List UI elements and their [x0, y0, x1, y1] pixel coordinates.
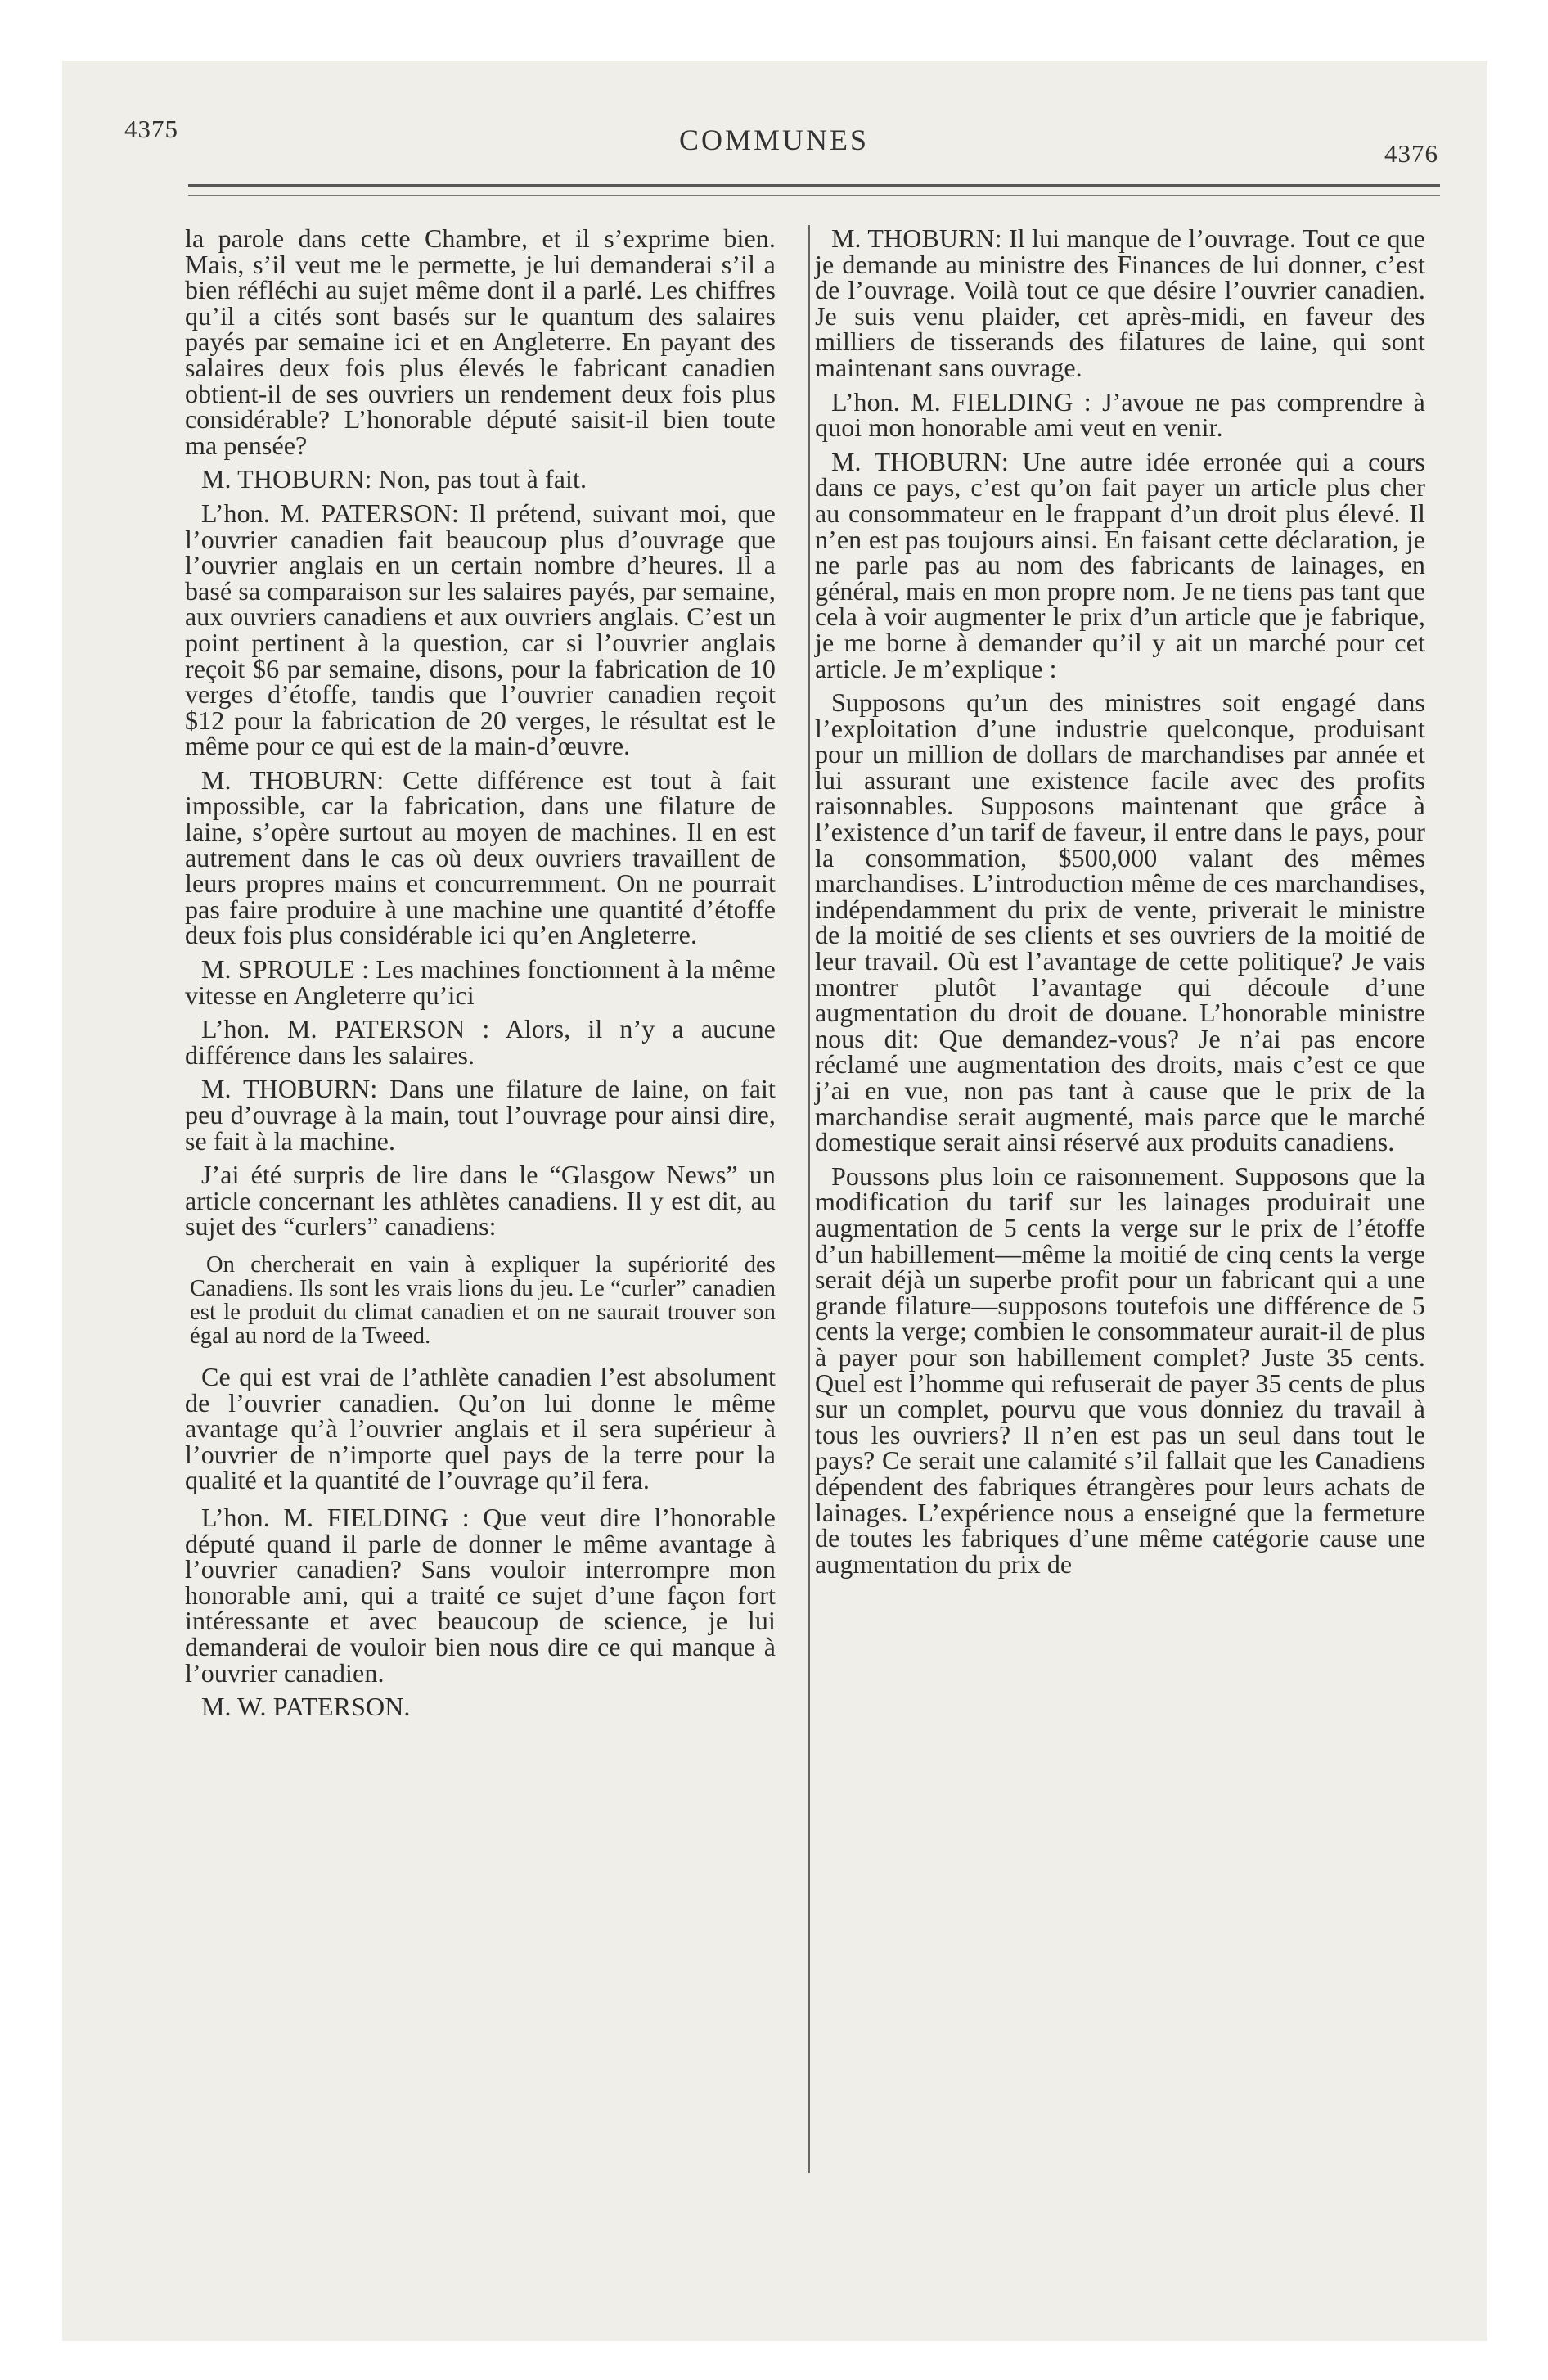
- paragraph: la parole dans cette Chambre, et il s’exprime bien. Mais, s’il veut me le permette, je lui demanderai s’il a bien réfléchi au sujet même dont il a parlé. Les chiffres qu’il a cités sont basés sur le quantum des salaires payés par semaine ici et en Angleterre. En payant des salaires deux fois plus élevés le fabricant canadien obtient-il de ses ouvriers un rendement deux fois plus considérable? L’honorable député saisit-il bien toute ma pensée?: [185, 223, 776, 460]
- page-title: COMMUNES: [678, 124, 870, 156]
- block-quote: On chercherait en vain à expliquer la supériorité des Canadiens. Ils sont les vrais lions du jeu. Le “curler” canadien est le produit du climat canadien et on ne saurait trouver son égal au nord de la Tweed.: [190, 1251, 776, 1349]
- paragraph: Ce qui est vrai de l’athlète canadien l’est absolument de l’ouvrier canadien. Qu’on lui donne le même avantage qu’à l’ouvrier anglais et il sera supérieur à l’ouvrier de n’importe quel pays de la terre pour la qualité et la quantité de l’ouvrage qu’il fera.: [185, 1361, 776, 1495]
- left-column: [185, 223, 776, 1729]
- paragraph: J’ai été surpris de lire dans le “Glasgow News” un article concernant les athlètes canadiens. Il y est dit, au sujet des “curlers” canadiens:: [185, 1160, 776, 1242]
- paragraph: L’hon. M. PATERSON : Alors, il n’y a aucune différence dans les salaires.: [185, 1014, 776, 1070]
- paragraph: Poussons plus loin ce raisonnement. Supposons que la modification du tarif sur les lainages produirait une augmentation de 5 cents la verge sur le prix de l’étoffe d’un habillement—même la moitié de cinq cents la verge serait déjà un superbe profit pour un fabricant qui a une grande filature—supposons toutefois une différence de 5 cents la verge; combien le consommateur aurait-il de plus à payer pour son habillement complet? Juste 35 cents. Quel est l’homme qui refuserait de payer 35 cents de plus sur un complet, pourvu que vous donniez du travail à tous les ouvriers? Il n’en est pas un seul dans tout le pays? Ce serait une calamité s’il fallait que les Canadiens dépendent des fabriques étrangères pour leurs achats de lainages. L’expérience nous a enseigné que la fermeture de toutes les fabriques d’une même catégorie cause une augmentation du prix de: [815, 1161, 1425, 1579]
- page-number-left: 4375: [124, 115, 178, 143]
- paragraph: M. SPROULE : Les machines fonctionnent à la même vitesse en Angleterre qu’ici: [185, 954, 776, 1010]
- paragraph: L’hon. M. PATERSON: Il prétend, suivant moi, que l’ouvrier canadien fait beaucoup plus d’ouvrage que l’ouvrier anglais en un certain nombre d’heures. Il a basé sa comparaison sur les salaires payés, par semaine, aux ouvriers canadiens et aux ouvriers anglais. C’est un point pertinent à la question, car si l’ouvrier anglais reçoit $6 par semaine, disons, pour la fabrication de 10 verges d’étoffe, tandis que l’ouvrier canadien reçoit $12 pour la fabrication de 20 verges, le résultat est le même pour ce qui est de la main-d’œuvre.: [185, 498, 776, 761]
- paragraph: M. W. PATERSON.: [201, 1692, 411, 1722]
- paragraph: Supposons qu’un des ministres soit engagé dans l’exploitation d’une industrie quelconque, produisant pour un million de dollars de marchandises par année et lui assurant une existence facile avec des profits raisonnables. Supposons maintenant que grâce à l’existence d’un tarif de faveur, il entre dans le pays, pour la consommation, $500,000 valant des mêmes marchandises. L’introduction même de ces marchandises, indépendamment du prix de vente, priverait le ministre de la moitié de ses clients et ses ouvriers de la moitié de leur travail. Où est l’avantage de cette politique? Je vais montrer plutôt l’avantage qui découle d’une augmentation du droit de douane. L’honorable ministre nous dit: Que demandez-vous? Je n’ai pas encore réclamé une augmentation des droits, mais c’est ce que j’ai en vue, non pas tant à cause que le prix de la marchandise serait augmenté, mais parce que le marché domestique serait ainsi réservé aux produits canadiens.: [815, 687, 1425, 1157]
- right-column: [815, 223, 1425, 1585]
- paragraph: M. THOBURN: Non, pas tout à fait.: [201, 464, 587, 494]
- paragraph: M. THOBURN: Il lui manque de l’ouvrage. Tout ce que je demande au ministre des Finances de lui donner, c’est de l’ouvrage. Voilà tout ce que désire l’ouvrier canadien. Je suis venu plaider, cet après-midi, en faveur des milliers de tisserands des filatures de laine, qui sont maintenant sans ouvrage.: [815, 223, 1425, 382]
- header-rule-thin: [188, 195, 1440, 196]
- paragraph: M. THOBURN: Dans une filature de laine, on fait peu d’ouvrage à la main, tout l’ouvrage pour ainsi dire, se fait à la machine.: [185, 1074, 776, 1156]
- paragraph: M. THOBURN: Une autre idée erronée qui a cours dans ce pays, c’est qu’on fait payer un article plus cher au consommateur en le frappant d’un droit plus élevé. Il n’en est pas toujours ainsi. En faisant cette déclaration, je ne parle pas au nom des fabricants de lainages, en général, mais en mon propre nom. Je ne tiens pas tant que cela à voir augmenter le prix d’un article que je fabrique, je me borne à demander qu’il y ait un marché pour cet article. Je m’explique :: [815, 446, 1425, 683]
- page-number-right: 4376: [1384, 139, 1438, 168]
- paragraph: L’hon. M. FIELDING : J’avoue ne pas comprendre à quoi mon honorable ami veut en venir.: [815, 386, 1425, 443]
- header-rule: [188, 184, 1440, 187]
- paragraph: L’hon. M. FIELDING : Que veut dire l’honorable député quand il parle de donner le même avantage à l’ouvrier canadien? Sans vouloir interrompre mon honorable ami, qui a traité ce sujet d’une façon fort intéressante et avec beaucoup de science, je lui demanderai de vouloir bien nous dire ce qui manque à l’ouvrier canadien.: [185, 1502, 776, 1688]
- paragraph: M. THOBURN: Cette différence est tout à fait impossible, car la fabrication, dans une filature de laine, s’opère surtout au moyen de machines. Il en est autrement dans le cas où deux ouvriers travaillent de leurs propres mains et concurremment. On ne pourrait pas faire produire à une machine une quantité d’étoffe deux fois plus considérable ici qu’en Angleterre.: [185, 764, 776, 950]
- column-divider: [808, 225, 810, 2173]
